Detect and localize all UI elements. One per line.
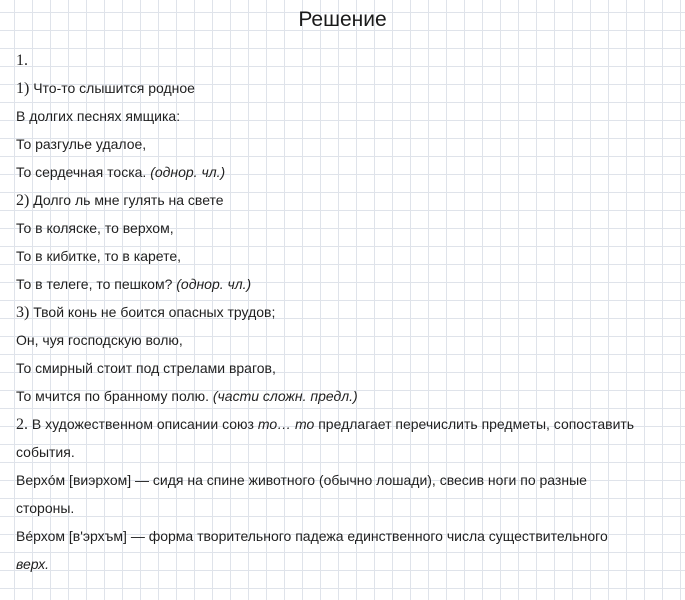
poem-line-text: Твой конь не боится опасных трудов; xyxy=(33,304,276,320)
definition-line: верх. xyxy=(16,556,49,572)
poem-line: То разгулье удалое, xyxy=(16,136,147,152)
poem-line xyxy=(16,298,676,326)
poem-number: 2) xyxy=(16,192,30,209)
task-2-number: 2. xyxy=(16,416,28,433)
poem-line: То в кибитке, то в карете, xyxy=(16,248,182,264)
poem-line xyxy=(16,270,676,298)
grammar-note: (части сложн. предл.) xyxy=(212,388,358,404)
poem-line-text: То в телеге, то пешком? xyxy=(16,276,173,292)
task-1-number: 1. xyxy=(16,52,28,69)
poem-line-text: Долго ль мне гулять на свете xyxy=(33,192,224,208)
poem-line xyxy=(16,74,676,102)
poem-line: Он, чуя господскую волю, xyxy=(16,332,183,348)
poem-line: То смирный стоит под стрелами врагов, xyxy=(16,360,276,376)
task-2-line: события. xyxy=(16,444,75,460)
conjunction-text: то… то xyxy=(257,416,315,432)
page-title: Решение xyxy=(298,8,387,31)
poem-line-text: Что-то слышится родное xyxy=(33,80,195,96)
task-2-text: предлагает перечислить предметы, сопоставить xyxy=(314,416,635,432)
grammar-note: (однор. чл.) xyxy=(176,276,252,292)
definition-line: стороны. xyxy=(16,500,75,516)
poem-number: 3) xyxy=(16,304,30,321)
poem-line-text: То мчится по бранному полю. xyxy=(16,388,209,404)
poem-number: 1) xyxy=(16,80,30,97)
solution-content xyxy=(16,46,676,578)
task-number xyxy=(16,46,676,74)
poem-line: То в коляске, то верхом, xyxy=(16,220,174,236)
poem-line xyxy=(16,158,676,186)
definition-line: Верхóм [виэрхом] — сидя на спине животного (обычно лошади), свесив ноги по разные xyxy=(16,472,587,488)
poem-line xyxy=(16,382,676,410)
definition-line: Вéрхом [в'эрхъм] — форма творительного падежа единственного числа существительного xyxy=(16,528,608,544)
grammar-note: (однор. чл.) xyxy=(150,164,226,180)
poem-line: В долгих песнях ямщика: xyxy=(16,108,181,124)
task-2-line xyxy=(16,410,676,438)
poem-line xyxy=(16,186,676,214)
poem-line-text: То сердечная тоска. xyxy=(16,164,147,180)
task-2-text: В художественном описании союз xyxy=(31,416,258,432)
